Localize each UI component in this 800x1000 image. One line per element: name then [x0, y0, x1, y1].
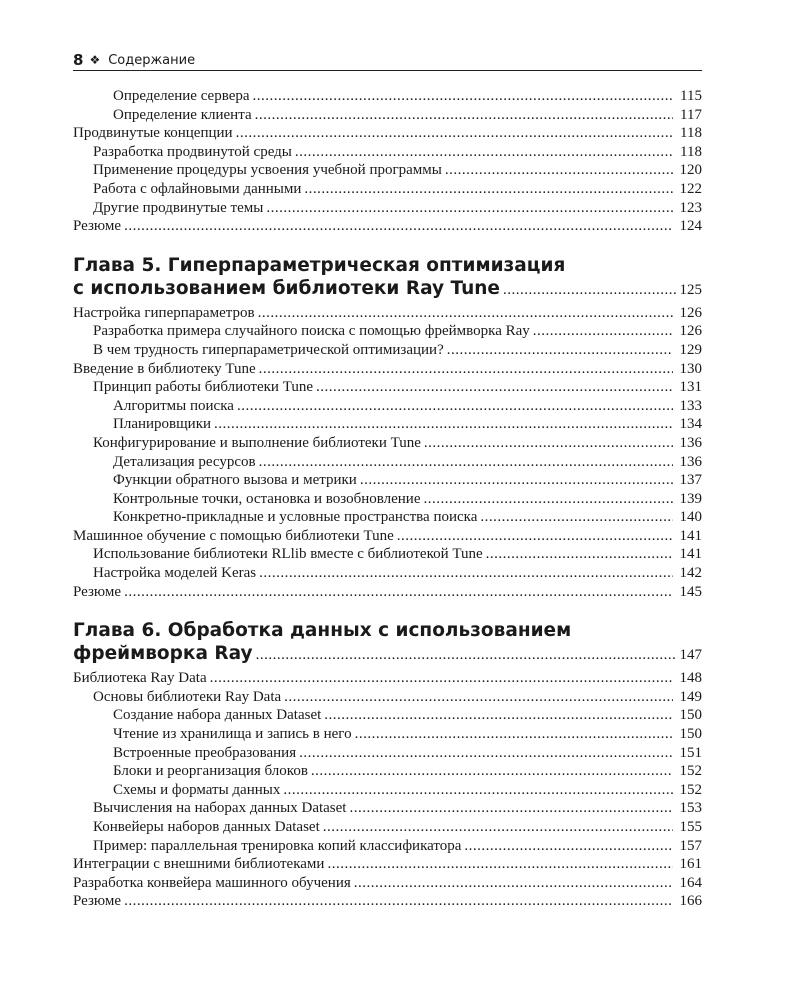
toc-entry[interactable]	[73, 508, 702, 527]
toc-entry-title: Использование библиотеки RLlib вместе с библиотекой Tune	[93, 546, 483, 563]
toc-entry-title: Применение процедуры усвоения учебной программы	[93, 162, 442, 179]
toc-entry-page: 152	[679, 781, 702, 798]
toc-entry[interactable]	[73, 706, 702, 725]
toc-entry-title: Разработка конвейера машинного обучения	[73, 874, 351, 891]
toc-entry-page: 136	[679, 453, 702, 470]
dot-leader	[255, 106, 673, 125]
dot-leader	[424, 490, 674, 509]
toc-entry-page: 136	[679, 434, 702, 451]
dot-leader	[124, 217, 673, 236]
chapter-5-heading[interactable]	[73, 254, 702, 300]
toc-entry-page: 142	[679, 565, 702, 582]
toc-entry[interactable]	[73, 322, 702, 341]
toc-entry-title: Конкретно-прикладные и условные пространства поиска	[113, 509, 478, 526]
toc-entry-page: 130	[679, 360, 702, 377]
toc-entry-page: 157	[679, 837, 702, 854]
toc-entry-title: Планировщики	[113, 416, 212, 433]
header-title: Содержание	[108, 52, 196, 68]
dot-leader	[445, 161, 673, 180]
toc-entry[interactable]	[73, 874, 702, 893]
toc-entry[interactable]	[73, 583, 702, 602]
dot-leader	[447, 341, 673, 360]
toc-entry[interactable]	[73, 106, 702, 125]
dot-leader	[486, 545, 673, 564]
dot-leader	[295, 143, 673, 162]
toc-entry-page: 166	[679, 893, 702, 910]
chapter-6-title-line2: фреймворка Ray	[73, 643, 253, 665]
dot-leader	[304, 180, 673, 199]
toc-entry[interactable]	[73, 471, 702, 490]
dot-leader	[464, 837, 673, 856]
dot-leader	[424, 434, 673, 453]
toc-entry-page: 124	[679, 218, 702, 235]
toc-entry[interactable]	[73, 688, 702, 707]
dot-leader	[266, 199, 673, 218]
toc-entry[interactable]	[73, 818, 702, 837]
toc-entry-title: Работа с офлайновыми данными	[93, 180, 302, 197]
toc-entry-title: Настройка гиперпараметров	[73, 304, 255, 321]
dot-leader	[323, 818, 673, 837]
dot-leader	[316, 378, 673, 397]
toc-entry-page: 131	[679, 379, 702, 396]
toc-entry-page: 133	[679, 397, 702, 414]
toc-entry-title: Алгоритмы поиска	[113, 397, 234, 414]
toc-entry[interactable]	[73, 453, 702, 472]
toc-entry-page: 153	[679, 800, 702, 817]
toc-entry-title: Пример: параллельная тренировка копий классификатора	[93, 837, 462, 854]
toc-entry-title: Продвинутые концепции	[73, 125, 233, 142]
toc-entry-title: Блоки и реорганизация блоков	[113, 763, 308, 780]
toc-entry-page: 155	[679, 819, 702, 835]
toc-entry[interactable]	[73, 397, 702, 416]
toc-entry-title: Контрольные точки, остановка и возобновление	[113, 490, 421, 507]
chapter-5-page: 125	[679, 281, 702, 298]
chapter-5-title-line2: с использованием библиотеки Ray Tune	[73, 277, 500, 299]
toc-section-chapter5	[73, 304, 702, 602]
dot-leader	[284, 688, 673, 707]
toc-entry[interactable]	[73, 161, 702, 180]
toc-entry[interactable]	[73, 781, 702, 800]
toc-entry-title: В чем трудность гиперпараметрической оптимизации?	[93, 341, 444, 358]
toc-entry-page: 150	[679, 707, 702, 724]
toc-entry[interactable]	[73, 434, 702, 453]
toc-entry-page: 118	[680, 143, 702, 160]
chapter-5-title-line1: Глава 5. Гиперпараметрическая оптимизация	[73, 254, 566, 276]
toc-entry-page: 150	[679, 726, 702, 743]
toc-entry[interactable]	[73, 180, 702, 199]
toc-entry-title: Вычисления на наборах данных Dataset	[93, 800, 347, 817]
dot-leader	[360, 471, 673, 490]
toc-entry[interactable]	[73, 564, 702, 583]
toc-entry-title: Интеграции с внешними библиотеками	[73, 856, 325, 873]
toc-entry-page: 141	[679, 527, 702, 544]
toc-entry[interactable]	[73, 837, 702, 856]
toc-entry-title: Библиотека Ray Data	[73, 670, 207, 687]
toc-entry[interactable]	[73, 762, 702, 781]
dot-leader	[354, 874, 673, 893]
toc-entry[interactable]	[73, 892, 702, 911]
dot-leader	[256, 644, 677, 667]
toc-entry[interactable]	[73, 378, 702, 397]
toc-entry-title: Разработка продвинутой среды	[93, 143, 292, 160]
dot-leader	[210, 669, 673, 688]
dot-leader	[253, 87, 673, 106]
toc-entry-page: 134	[679, 416, 702, 433]
dot-leader	[259, 564, 673, 583]
toc-entry[interactable]	[73, 87, 702, 106]
toc-entry-title: Определение сервера	[113, 88, 250, 104]
toc-entry[interactable]	[73, 669, 702, 688]
dot-leader	[397, 527, 673, 546]
toc-entry-title: Определение клиента	[113, 106, 252, 123]
toc-section-chapter4-tail	[73, 87, 702, 236]
toc-entry-page: 161	[679, 856, 702, 873]
toc-entry-title: Резюме	[73, 893, 122, 910]
toc-entry[interactable]	[73, 415, 702, 434]
toc-entry[interactable]	[73, 527, 702, 546]
toc-entry-page: 123	[679, 199, 702, 216]
dot-leader	[299, 744, 673, 763]
toc-entry[interactable]	[73, 341, 702, 360]
toc-entry-title: Принцип работы библиотеки Tune	[93, 379, 313, 396]
toc-entry-title: Схемы и форматы данных	[113, 781, 281, 798]
toc-entry-page: 137	[679, 472, 702, 489]
dot-leader	[324, 706, 673, 725]
dot-leader	[533, 322, 673, 341]
toc-entry-page: 140	[679, 509, 702, 526]
toc-entry-page: 148	[679, 670, 702, 687]
dot-leader	[480, 508, 673, 527]
dot-leader	[311, 762, 673, 781]
toc-entry-title: Другие продвинутые темы	[93, 199, 264, 216]
toc-entry-page: 122	[679, 180, 702, 197]
toc-entry-title: Чтение из хранилища и запись в него	[113, 726, 352, 743]
dot-leader	[258, 304, 673, 323]
toc-entry-page: 145	[679, 583, 702, 600]
toc-entry[interactable]	[73, 217, 702, 236]
dot-leader	[503, 279, 677, 302]
toc-entry[interactable]	[73, 360, 702, 379]
toc-entry[interactable]	[73, 545, 702, 564]
dot-leader	[124, 583, 673, 602]
toc-entry[interactable]	[73, 725, 702, 744]
toc-entry-page: 164	[679, 874, 702, 891]
toc-entry-title: Встроенные преобразования	[113, 744, 297, 761]
toc-entry[interactable]	[73, 855, 702, 874]
dot-leader	[259, 360, 673, 379]
toc-entry[interactable]	[73, 124, 702, 143]
running-header	[73, 50, 702, 71]
toc-entry-title: Детализация ресурсов	[113, 453, 256, 470]
toc-entry-page: 151	[679, 744, 702, 761]
toc-entry-title: Резюме	[73, 218, 122, 235]
dot-leader	[259, 453, 673, 472]
toc-entry[interactable]	[73, 304, 702, 323]
toc-entry-title: Машинное обучение с помощью библиотеки Tune	[73, 527, 394, 544]
dot-leader	[283, 781, 673, 800]
toc-entry-title: Введение в библиотеку Tune	[73, 360, 256, 377]
dot-leader	[355, 725, 673, 744]
dot-leader	[236, 124, 673, 143]
chapter-6-page: 147	[679, 647, 702, 664]
toc-entry[interactable]	[73, 143, 702, 162]
page-number: 8	[73, 51, 84, 69]
toc-entry[interactable]	[73, 199, 702, 218]
toc-entry[interactable]	[73, 744, 702, 763]
toc-entry-title: Функции обратного вызова и метрики	[113, 472, 357, 489]
toc-entry-page: 149	[679, 688, 702, 705]
toc-entry-title: Конфигурирование и выполнение библиотеки Tune	[93, 434, 421, 451]
toc-entry-title: Настройка моделей Keras	[93, 565, 257, 582]
toc-entry[interactable]	[73, 799, 702, 818]
chapter-6-title-line1: Глава 6. Обработка данных с использованием	[73, 620, 572, 642]
toc-entry-title: Резюме	[73, 583, 122, 600]
dot-leader	[237, 397, 673, 416]
toc-entry-page: 126	[679, 323, 702, 340]
dot-leader	[214, 415, 673, 434]
toc-entry-page: 120	[679, 162, 702, 179]
toc-entry-page: 139	[679, 490, 702, 507]
chapter-6-heading[interactable]	[73, 619, 702, 665]
toc-entry-page: 129	[679, 341, 702, 358]
toc-entry[interactable]	[73, 490, 702, 509]
toc-entry-title: Основы библиотеки Ray Data	[93, 688, 282, 705]
toc-entry-title: Конвейеры наборов данных Dataset	[93, 819, 320, 835]
table-of-contents	[73, 87, 702, 911]
toc-entry-page: 152	[679, 763, 702, 780]
ornament-icon: ❖	[89, 53, 101, 67]
toc-entry-title: Создание набора данных Dataset	[113, 707, 322, 724]
toc-entry-page: 141	[679, 546, 702, 563]
toc-entry-title: Разработка примера случайного поиска с помощью фреймворка Ray	[93, 323, 530, 340]
toc-entry-page: 115	[680, 88, 702, 104]
toc-entry-page: 117	[680, 106, 702, 123]
dot-leader	[349, 799, 673, 818]
toc-section-chapter6	[73, 669, 702, 911]
toc-entry-page: 126	[679, 304, 702, 321]
toc-entry-page: 118	[680, 125, 702, 142]
dot-leader	[124, 892, 673, 911]
dot-leader	[327, 855, 673, 874]
